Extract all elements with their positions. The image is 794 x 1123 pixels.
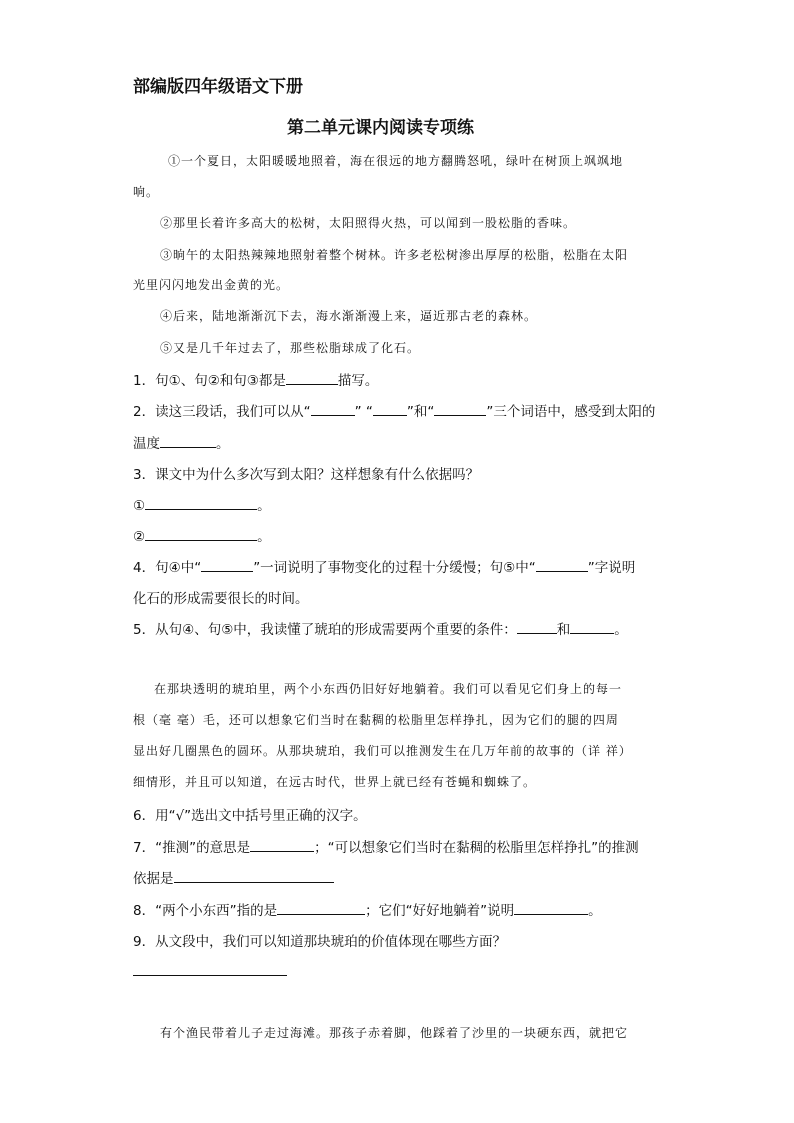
answer-blank[interactable] bbox=[160, 435, 216, 448]
question-2 bbox=[133, 400, 655, 420]
question-9-answer-line[interactable] bbox=[133, 975, 287, 976]
question-4 bbox=[133, 556, 635, 576]
question-text: 。 bbox=[257, 529, 271, 545]
answer-blank[interactable] bbox=[277, 902, 365, 915]
question-text: 2．读这三段话，我们可以从“ bbox=[133, 404, 311, 420]
question-text: 。 bbox=[216, 436, 230, 452]
question-text: 和 bbox=[556, 622, 571, 638]
question-text: ”一词说明了事物变化的过程十分缓慢；句⑤中“ bbox=[253, 560, 536, 576]
answer-blank[interactable] bbox=[250, 839, 314, 852]
unit-title: 第二单元课内阅读专项练 bbox=[287, 118, 474, 138]
question-text: 温度 bbox=[133, 436, 160, 452]
question-5 bbox=[133, 618, 628, 638]
question-6: 6．用“√”选出文中括号里正确的汉字。 bbox=[133, 808, 367, 824]
question-2-cont bbox=[133, 432, 230, 452]
question-9: 9．从文段中，我们可以知道那块琥珀的价值体现在哪些方面？ bbox=[133, 934, 507, 950]
answer-blank[interactable] bbox=[517, 621, 557, 634]
passage1-line: ⑤又是几千年过去了，那些松脂球成了化石。 bbox=[160, 341, 421, 355]
answer-number: ② bbox=[133, 529, 146, 545]
answer-blank[interactable] bbox=[311, 403, 355, 416]
answer-blank[interactable] bbox=[145, 528, 257, 541]
question-7-cont bbox=[133, 867, 334, 887]
question-text: 描写。 bbox=[337, 373, 379, 389]
answer-blank[interactable] bbox=[536, 559, 588, 572]
question-text: ”和“ bbox=[406, 404, 435, 420]
question-3: 3．课文中为什么多次写到太阳？这样想象有什么依据吗？ bbox=[133, 467, 480, 483]
question-7 bbox=[133, 836, 639, 856]
book-title: 部编版四年级语文下册 bbox=[133, 77, 303, 97]
passage1-line: ④后来，陆地渐渐沉下去，海水渐渐漫上来，逼近那古老的森林。 bbox=[160, 309, 538, 323]
question-1 bbox=[133, 369, 378, 389]
question-text: 。 bbox=[257, 498, 271, 514]
question-text: 4．句④中“ bbox=[133, 560, 202, 576]
answer-blank[interactable] bbox=[174, 870, 334, 883]
question-text: 1．句①、句②和句③都是 bbox=[133, 373, 286, 389]
question-4-cont: 化石的形成需要很长的时间。 bbox=[133, 591, 309, 607]
answer-blank[interactable] bbox=[145, 497, 257, 510]
question-3-answer-2 bbox=[133, 525, 271, 545]
question-text: 依据是 bbox=[133, 871, 174, 887]
passage2-line: 显出好几圈黑色的圆环。从那块琥珀，我们可以推测发生在几万年前的故事的（详 祥） bbox=[133, 744, 632, 758]
question-text: ”字说明 bbox=[587, 560, 636, 576]
passage2-line: 细情形，并且可以知道，在远古时代，世界上就已经有苍蝇和蜘蛛了。 bbox=[133, 775, 537, 789]
answer-blank[interactable] bbox=[514, 902, 588, 915]
question-3-answer-1 bbox=[133, 494, 271, 514]
passage1-line: 光里闪闪地发出金黄的光。 bbox=[133, 278, 290, 292]
question-text: 5．从句④、句⑤中，我读懂了琥珀的形成需要两个重要的条件： bbox=[133, 622, 517, 638]
answer-blank[interactable] bbox=[373, 403, 407, 416]
question-text: 8．“两个小东西”指的是 bbox=[133, 903, 278, 919]
answer-blank[interactable] bbox=[286, 372, 338, 385]
passage1-line: ①一个夏日，太阳暖暖地照着，海在很远的地方翻腾怒吼，绿叶在树顶上飒飒地 bbox=[168, 154, 624, 168]
question-text: ” “ bbox=[354, 404, 373, 420]
question-text: 7．“推测”的意思是 bbox=[133, 840, 251, 856]
question-text: 。 bbox=[588, 903, 602, 919]
question-text: 。 bbox=[614, 622, 628, 638]
question-text: ；“可以想象它们当时在黏稠的松脂里怎样挣扎”的推测 bbox=[314, 840, 639, 856]
question-text: ；它们“好好地躺着”说明 bbox=[365, 903, 515, 919]
passage2-line: 在那块透明的琥珀里，两个小东西仍旧好好地躺着。我们可以看见它们身上的每一 bbox=[154, 682, 623, 696]
passage1-line: 响。 bbox=[133, 185, 160, 199]
answer-blank[interactable] bbox=[434, 403, 486, 416]
passage1-line: ②那里长着许多高大的松树，太阳照得火热，可以闻到一股松脂的香味。 bbox=[160, 216, 577, 230]
question-text: ”三个词语中，感受到太阳的 bbox=[486, 404, 656, 420]
question-8 bbox=[133, 899, 602, 919]
answer-blank[interactable] bbox=[201, 559, 253, 572]
passage1-line: ③晌午的太阳热辣辣地照射着整个树林。许多老松树渗出厚厚的松脂，松脂在太阳 bbox=[160, 248, 629, 262]
answer-number: ① bbox=[133, 498, 146, 514]
answer-blank[interactable] bbox=[570, 621, 614, 634]
passage3-line: 有个渔民带着儿子走过海滩。那孩子赤着脚，他踩着了沙里的一块硬东西，就把它 bbox=[160, 1026, 629, 1040]
passage2-line: 根（毫 毫）毛，还可以想象它们当时在黏稠的松脂里怎样挣扎，因为它们的腿的四周 bbox=[133, 713, 619, 727]
